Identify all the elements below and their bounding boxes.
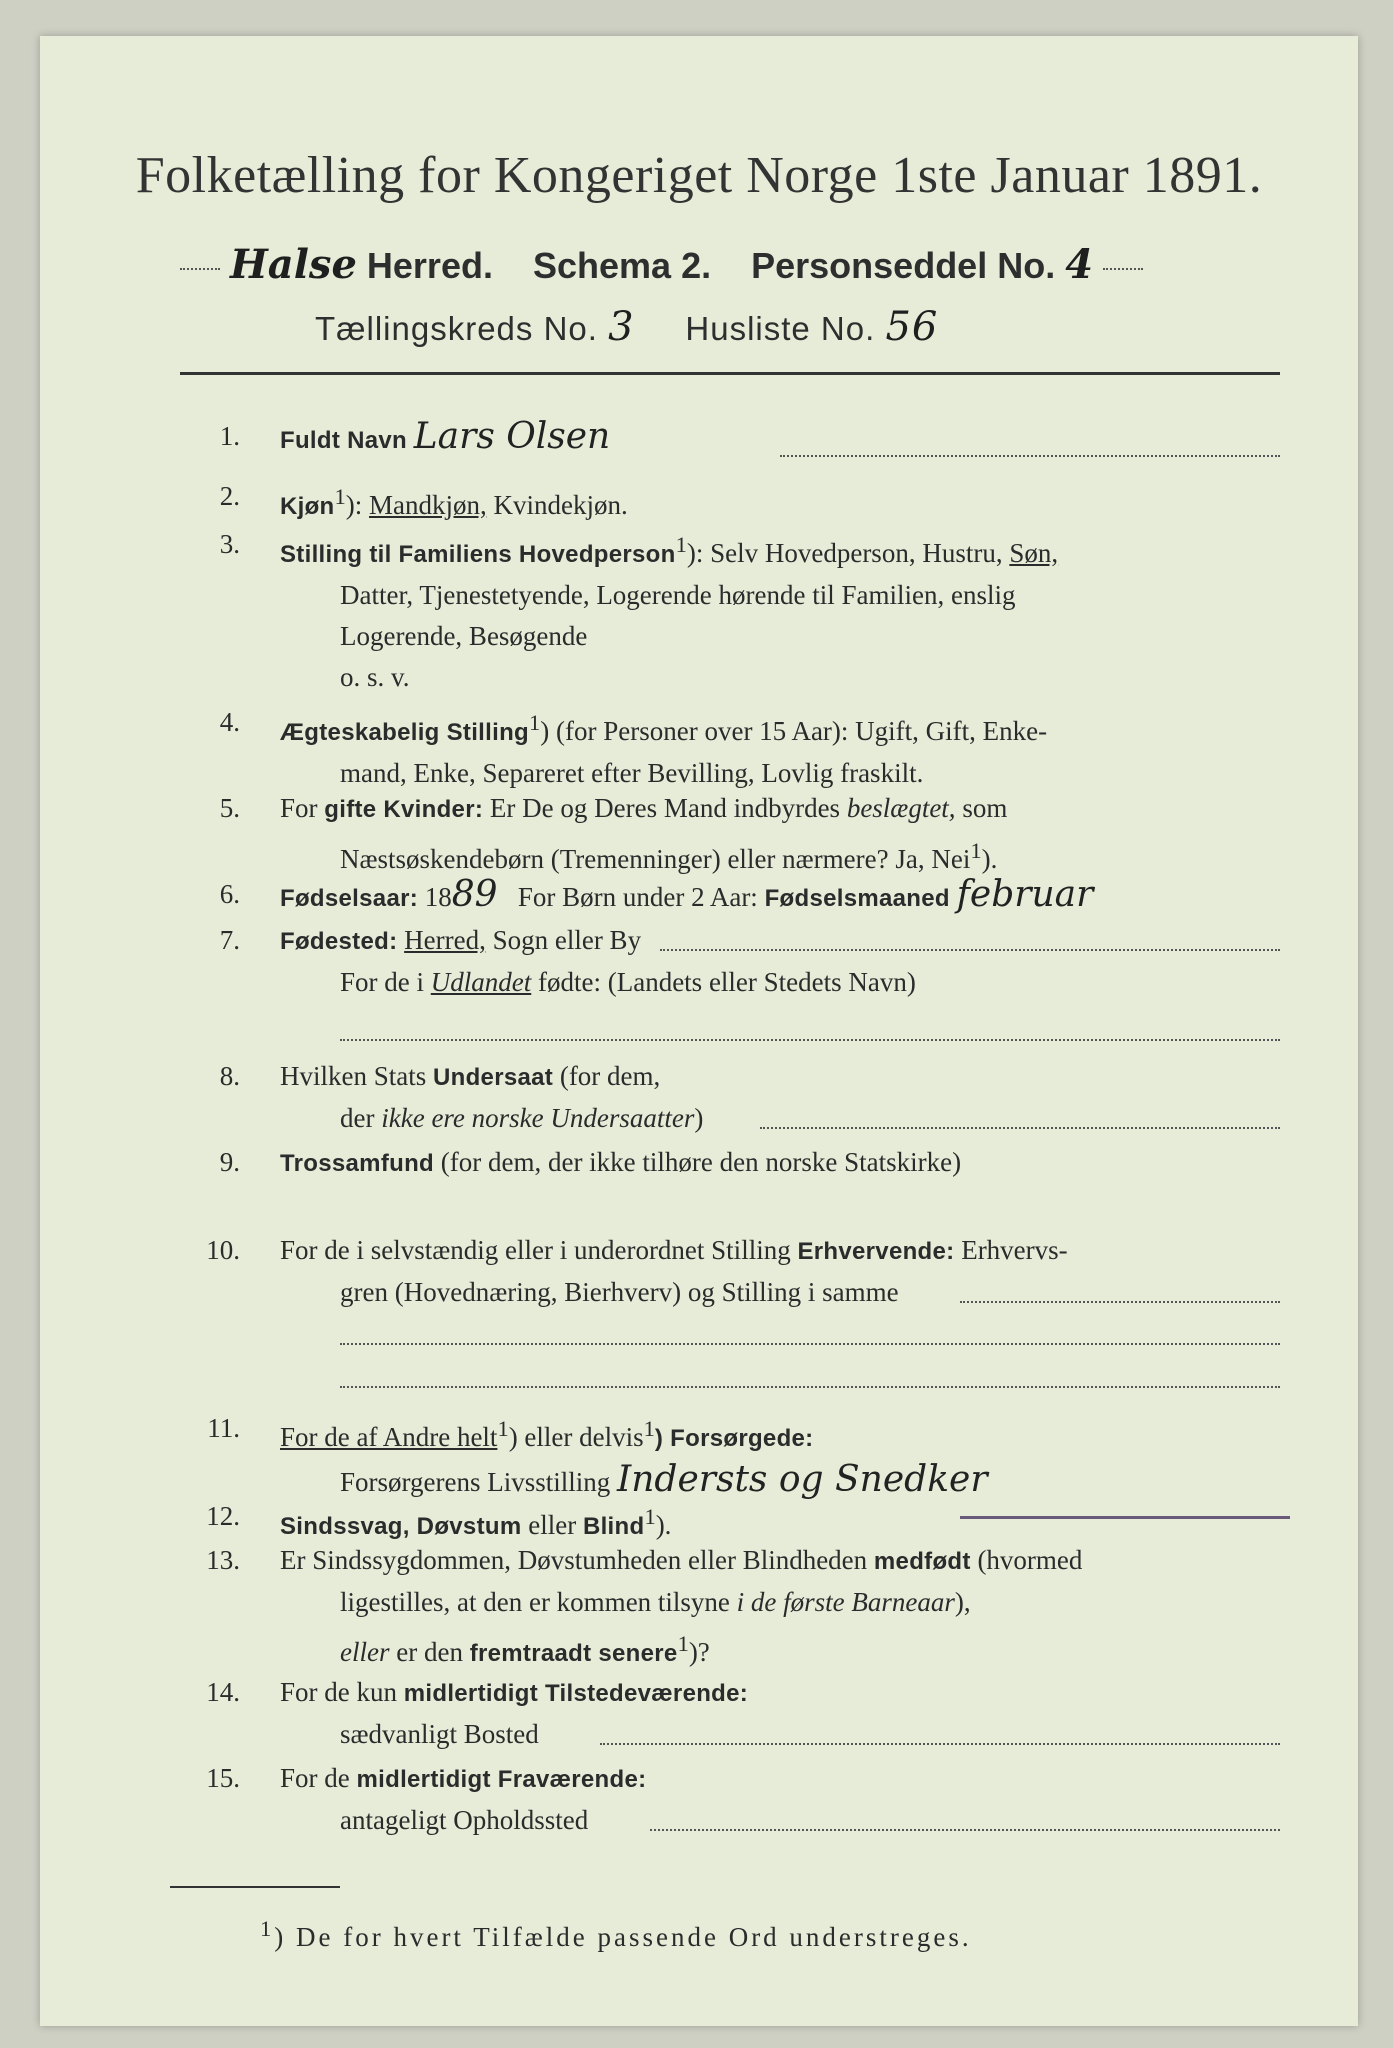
field-text: som — [962, 793, 1008, 823]
field-text: For de i selvstændig eller i underordnet Stilling — [280, 1235, 791, 1265]
footnote-text: ) De for hvert Tilfælde passende Ord understreges. — [274, 1922, 972, 1952]
field-label: Stilling til Familiens Hovedperson — [280, 541, 676, 568]
field-text: For de af Andre helt — [280, 1422, 498, 1452]
footnote-divider — [170, 1886, 340, 1888]
field-label: Fødselsaar: — [280, 885, 419, 912]
year-prefix: 18 — [424, 882, 452, 912]
field-label: Fuldt Navn — [280, 427, 407, 454]
field-label: Ægteskabelig Stilling — [280, 719, 530, 746]
dotted-fill — [1103, 267, 1143, 270]
field-text: fødte: (Landets eller Stedets Navn) — [538, 967, 916, 997]
footnote — [260, 1916, 972, 1953]
field-text: Er De og Deres Mand indbyrdes — [489, 793, 841, 823]
month-handwritten: februar — [956, 874, 1094, 915]
footnote-mark: 1 — [643, 1416, 655, 1441]
option: Kvindekjøn. — [493, 490, 628, 520]
dotted-line — [780, 454, 1280, 457]
field-label: Kjøn — [280, 493, 335, 520]
field-text: ). — [981, 844, 998, 874]
dotted-line — [340, 1342, 1280, 1345]
item-number: 10. — [206, 1235, 240, 1265]
field-text: eller — [528, 1510, 577, 1540]
dotted-line — [340, 1038, 1280, 1041]
item-number: 13. — [206, 1545, 240, 1575]
dotted-fill — [180, 267, 220, 270]
item-1-name — [180, 416, 1280, 461]
item-number: 5. — [219, 793, 240, 823]
field-text: For Børn under 2 Aar: — [517, 882, 758, 912]
footnote-mark: 1 — [675, 532, 687, 557]
field-text: Hvilken Stats — [280, 1061, 427, 1091]
personseddel-number: 4 — [1065, 241, 1094, 288]
husliste-number: 56 — [885, 304, 939, 350]
schema-label: Schema 2. — [532, 245, 712, 286]
header-herred-line — [180, 241, 1280, 288]
field-text: er den — [396, 1637, 463, 1667]
item-13-congenital — [180, 1540, 1280, 1670]
item-14-temporary-present — [180, 1672, 1280, 1762]
item-8-citizenship — [180, 1056, 1280, 1146]
field-text: Logerende, Besøgende — [340, 621, 588, 651]
field-text: Er Sindssygdommen, Døvstumheden eller Blindheden — [280, 1545, 868, 1575]
item-11-supported — [180, 1408, 1280, 1498]
header-kreds-line — [315, 304, 1265, 350]
field-text: ), — [954, 1587, 971, 1617]
dotted-line — [760, 1126, 1280, 1129]
field-label: Trossamfund — [280, 1150, 434, 1177]
field-text: (for dem, der ikke tilhøre den norske Statskirke) — [440, 1147, 962, 1177]
field-text: eller — [340, 1637, 390, 1667]
field-text: ) eller delvis — [508, 1422, 644, 1452]
footnote-mark: 1 — [677, 1631, 689, 1656]
item-7-birthplace — [180, 920, 1280, 1050]
footnote-mark: 1 — [260, 1916, 275, 1941]
field-label: Erhvervende: — [797, 1238, 955, 1265]
field-text: ligestilles, at den er kommen tilsyne — [340, 1587, 730, 1617]
supporter-occupation-handwritten: Indersts og Snedker — [617, 1459, 988, 1500]
field-label: gifte Kvinder: — [324, 796, 484, 823]
field-text: Datter, Tjenestetyende, Logerende hørende til Familien, enslig — [340, 580, 1016, 610]
item-3-family-position — [180, 524, 1280, 694]
herred-label: Herred. — [366, 245, 493, 286]
item-2-gender — [180, 476, 1280, 521]
field-label: ) Forsørgede: — [654, 1425, 814, 1452]
personseddel-label: Personseddel No. — [751, 245, 1056, 286]
year-handwritten: 89 — [451, 874, 498, 915]
name-handwritten: Lars Olsen — [413, 416, 611, 457]
field-text: For de i — [340, 967, 424, 997]
field-label: Blind — [582, 1513, 645, 1540]
field-label: Undersaat — [433, 1064, 554, 1091]
field-text: sædvanligt Bosted — [340, 1719, 539, 1749]
form-title: Folketælling for Kongeriget Norge 1ste Januar 1891. — [135, 147, 1263, 204]
field-text: For de — [280, 1763, 350, 1793]
item-number: 4. — [219, 707, 240, 737]
field-label: Sindssvag, Døvstum — [280, 1513, 522, 1540]
item-10-occupation — [180, 1230, 1280, 1400]
item-12-disability — [180, 1496, 1280, 1541]
footnote-mark: 1 — [970, 838, 982, 863]
item-9-religion — [180, 1142, 1280, 1187]
field-text: For — [280, 793, 318, 823]
footnote-mark: 1 — [529, 710, 541, 735]
field-text: Forsørgerens Livsstilling — [340, 1467, 611, 1497]
field-text: Erhvervs- — [961, 1235, 1068, 1265]
item-number: 1. — [219, 421, 240, 451]
field-text: gren (Hovednæring, Bierhverv) og Stilling i samme — [340, 1277, 899, 1307]
option-underlined: Søn, — [1009, 538, 1059, 568]
census-form — [40, 36, 1358, 2026]
item-number: 7. — [219, 925, 240, 955]
field-label: Fødselsmaaned — [764, 885, 950, 912]
field-text: antageligt Opholdssted — [340, 1805, 589, 1835]
kreds-label: Tællingskreds No. — [315, 310, 598, 347]
footnote-mark: 1 — [644, 1504, 656, 1529]
field-text: der — [340, 1103, 375, 1133]
field-label: fremtraadt senere — [469, 1640, 678, 1667]
field-text: ) (for Personer over 15 Aar): Ugift, Gift, Enke- — [540, 716, 1048, 746]
field-text: (for dem, — [559, 1061, 661, 1091]
item-number: 2. — [219, 481, 240, 511]
field-text: ikke ere norske Undersaatter — [381, 1103, 695, 1133]
item-6-birth-year — [180, 874, 1280, 919]
footnote-mark: 1 — [334, 484, 346, 509]
field-text: Sogn eller By — [492, 925, 642, 955]
field-text: Næstsøskendebørn (Tremenninger) eller nærmere? Ja, Nei — [340, 844, 971, 874]
item-number: 14. — [206, 1677, 240, 1707]
item-number: 9. — [219, 1147, 240, 1177]
dotted-line — [650, 1828, 1280, 1831]
field-text: o. s. v. — [340, 662, 410, 692]
field-text: i de første Barneaar — [736, 1587, 955, 1617]
field-label: medfødt — [873, 1548, 971, 1575]
option-underlined: Mandkjøn, — [369, 490, 487, 520]
ink-stroke — [960, 1516, 1290, 1519]
dotted-line — [960, 1300, 1280, 1303]
field-text: ). — [655, 1510, 672, 1540]
dotted-line — [600, 1742, 1280, 1745]
item-number: 6. — [219, 879, 240, 909]
field-label: midlertidigt Tilstedeværende: — [403, 1680, 749, 1707]
item-5-married-women — [180, 788, 1280, 878]
item-4-marital — [180, 702, 1280, 792]
footnote-mark: 1 — [497, 1416, 509, 1441]
item-15-temporary-absent — [180, 1758, 1280, 1848]
option-underlined: Herred, — [404, 925, 486, 955]
dotted-line — [340, 1385, 1280, 1388]
header-divider — [180, 372, 1280, 375]
field-text: mand, Enke, Separeret efter Bevilling, Lovlig fraskilt. — [340, 758, 924, 788]
item-number: 11. — [207, 1413, 240, 1443]
husliste-label: Husliste No. — [685, 310, 876, 347]
item-number: 3. — [219, 529, 240, 559]
field-label: midlertidigt Fraværende: — [356, 1766, 647, 1793]
dotted-line — [660, 948, 1280, 951]
field-text: (hvormed — [977, 1545, 1083, 1575]
herred-handwritten: Halse — [230, 241, 357, 288]
field-label: Fødested: — [280, 928, 398, 955]
field-text: ): Selv Hovedperson, Hustru, — [686, 538, 1003, 568]
item-number: 12. — [206, 1501, 240, 1531]
item-number: 15. — [206, 1763, 240, 1793]
field-text: ): — [345, 490, 363, 520]
item-number: 8. — [219, 1061, 240, 1091]
field-text: ) — [694, 1103, 704, 1133]
field-text: beslægtet, — [846, 793, 956, 823]
field-text: For de kun — [280, 1677, 397, 1707]
kreds-number: 3 — [608, 304, 635, 350]
field-text: Udlandet — [430, 967, 532, 997]
field-text: )? — [688, 1637, 710, 1667]
